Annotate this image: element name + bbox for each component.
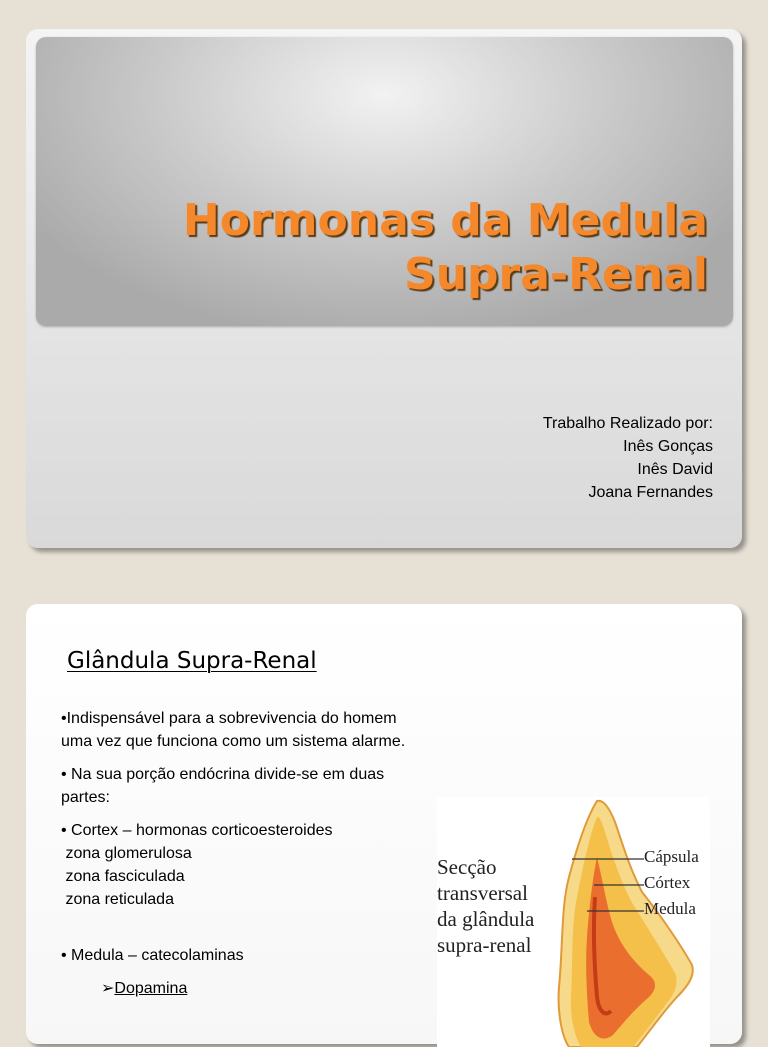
authors-block [313,412,713,504]
label-medula: Medula [644,899,696,918]
medula-bullet: • Medula – catecolaminas [61,947,244,964]
figure-title-line: transversal [437,881,528,905]
slide-title [68,194,708,302]
cortex-bullet: • Cortex – hormonas corticoesteroides [61,822,333,839]
sub-item [61,977,461,1000]
zone-item: zona fasciculada [61,868,185,885]
bullet-text: uma vez que funciona como um sistema alarme. [61,733,406,750]
authors-heading: Trabalho Realizado por: [542,415,713,432]
figure-title-line: da glândula [437,907,535,931]
slide-title-line-1: Hormonas da Medula [182,195,708,246]
label-cortex: Córtex [644,873,691,892]
label-capsula: Cápsula [644,847,699,866]
bullet-list [61,707,461,1000]
zone-item: zona glomerulosa [61,845,192,862]
bullet-text: •Indispensável para a sobrevivencia do homem [61,710,397,727]
content-slide [26,604,742,1044]
author-name: Inês David [637,461,713,478]
adrenal-gland-figure [437,797,710,1047]
adrenal-gland-illustration [437,797,710,1047]
zone-item: zona reticulada [61,891,174,908]
author-name: Inês Gonças [623,438,713,455]
slide-heading: Glândula Supra-Renal [67,648,317,674]
dopamina-link[interactable]: Dopamina [114,980,188,997]
author-name: Joana Fernandes [588,484,713,501]
slide-title-line-2: Supra-Renal [404,249,708,300]
arrow-bullet-icon: ➢ [101,980,115,997]
figure-title-line: Secção [437,855,497,879]
title-slide [26,29,742,548]
bullet-text: • Na sua porção endócrina divide-se em duas [61,766,385,783]
figure-title-line: supra-renal [437,933,532,957]
bullet-text: partes: [61,789,110,806]
